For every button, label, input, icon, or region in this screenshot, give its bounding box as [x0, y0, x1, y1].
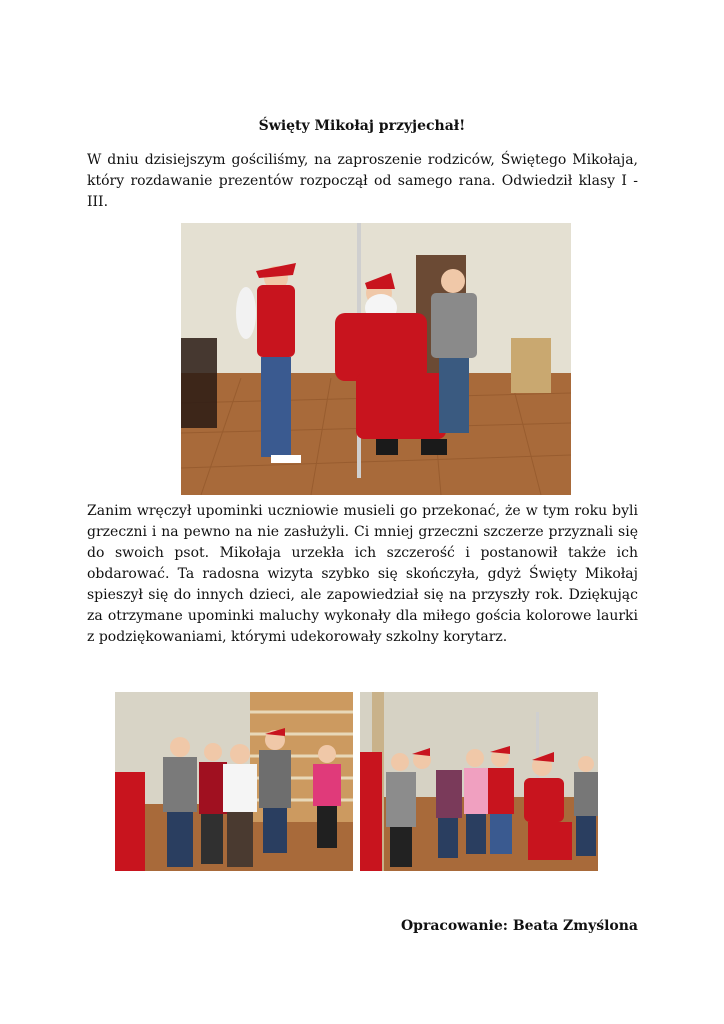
- story-paragraph: Zanim wręczył upominki uczniowie musieli go przekonać, że w tym roku byli grzeczni i na pewno na nie zasłużyli. Ci mniej grzeczni szczerze przyznali się do swoich psot. Mikołaja urzekła ich szczerość i postanowił także ich obdarować. Ta radosna wizyta szybko się skończyła, gdyż Święty Mikołaj spieszył się do innych dzieci, ale zapowiedział się na przyszły rok. Dziękując za otrzymane upominki maluchy wykonały dla miłego gościa kolorowe laurki z podziękowaniami, którymi udekorowały szkolny korytarz.: [87, 503, 638, 645]
- author-signature: Opracowanie: Beata Zmyślona: [400, 918, 638, 934]
- photo-children-group-right: [360, 692, 598, 871]
- document-title: Święty Mikołaj przyjechał!: [258, 118, 466, 134]
- intro-paragraph: W dniu dzisiejszym gościliśmy, na zaproszenie rodziców, Świętego Mikołaja, który rozdawanie prezentów rozpoczął od samego rana. Odwiedził klasy I - III.: [87, 152, 638, 210]
- photo-santa-with-children: [181, 223, 571, 495]
- photo-children-group-left: [115, 692, 353, 871]
